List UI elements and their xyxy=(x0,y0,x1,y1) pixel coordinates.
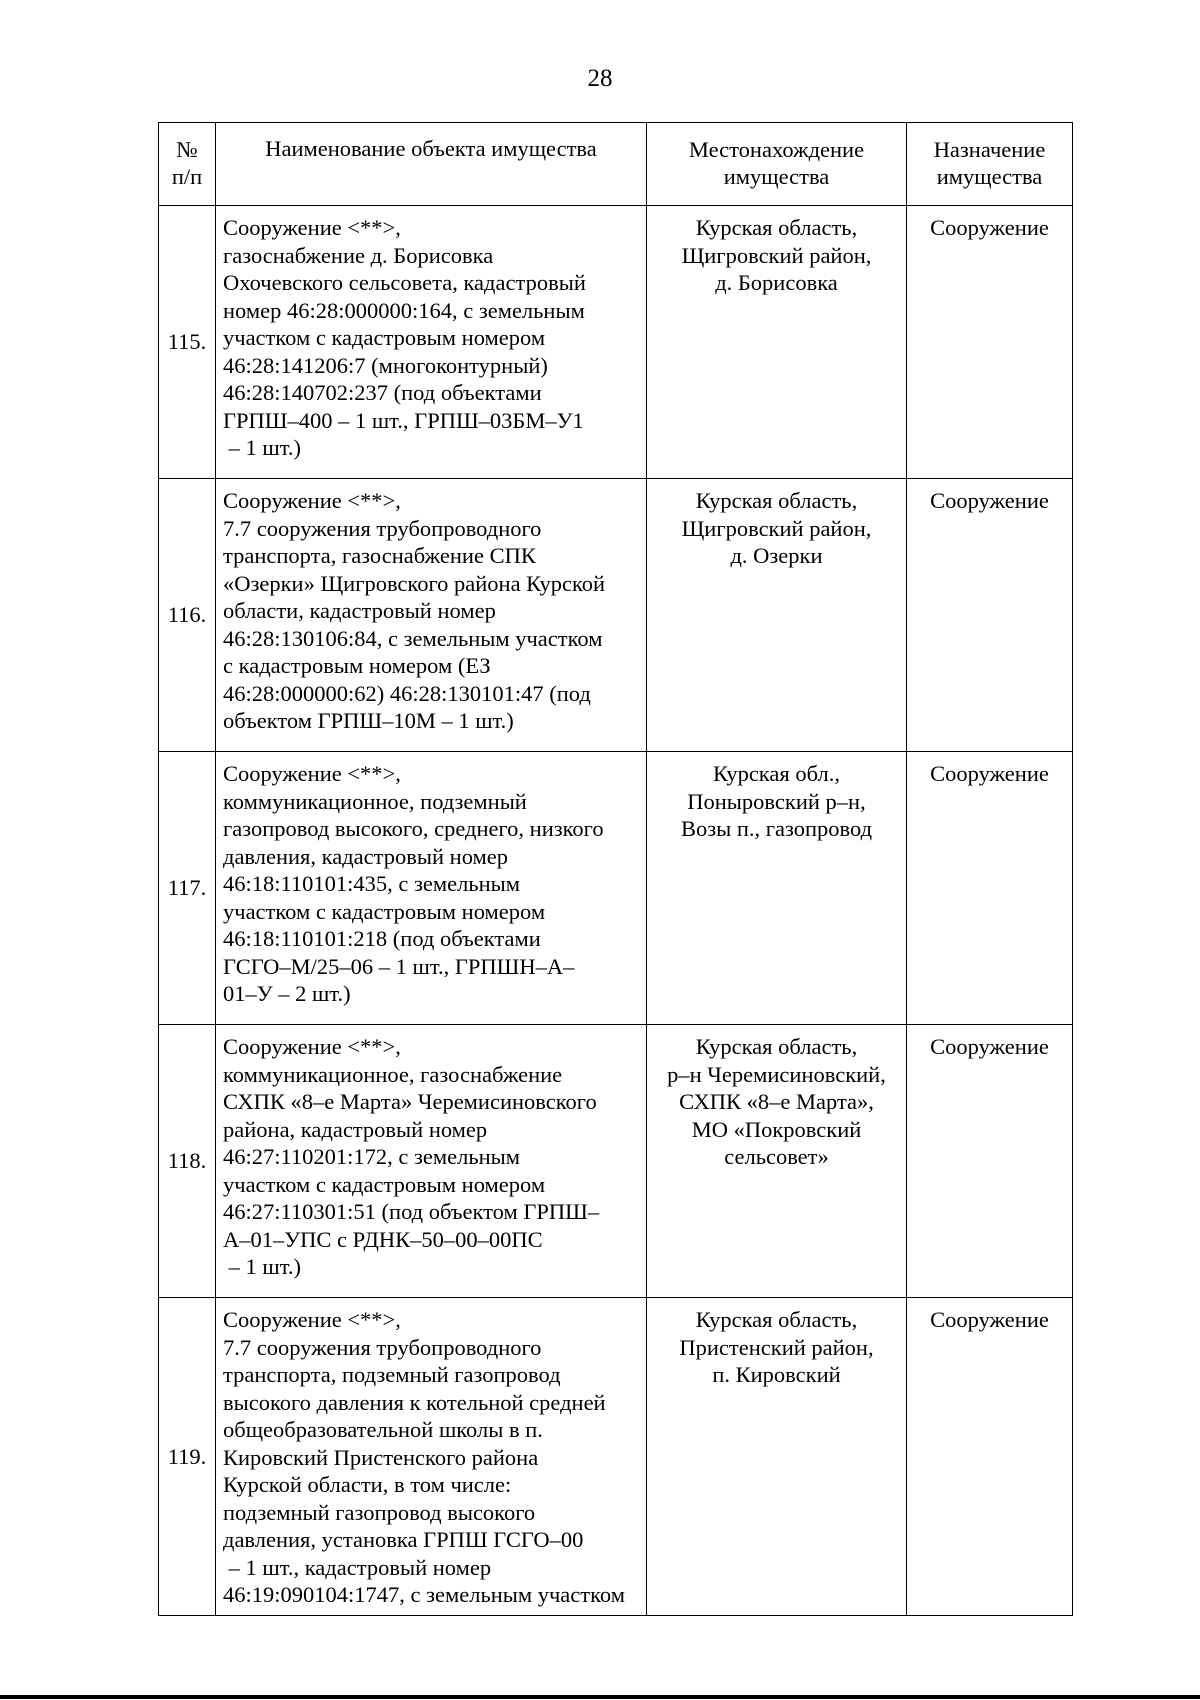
name-line: участком с кадастровым номером xyxy=(223,325,546,350)
location-line: СХПК «8–е Марта», xyxy=(679,1089,874,1114)
name-line: с кадастровым номером (ЕЗ xyxy=(223,653,491,678)
header-location-line: имущества xyxy=(723,164,830,189)
location-line: Курская область, xyxy=(695,215,858,240)
name-line: коммуникационное, подземный xyxy=(223,788,527,814)
name-line: ГСГО–М/25–06 – 1 шт., ГРПШН–А– xyxy=(223,953,575,979)
name-line: номер 46:28:000000:164, с земельным xyxy=(223,297,585,323)
name-line: «Озерки» Щигровского района Курской xyxy=(223,570,606,596)
name-line: Кировский Пристенского района xyxy=(223,1444,539,1470)
table-row xyxy=(159,479,1073,752)
name-line: Сооружение <**>, xyxy=(223,1034,401,1059)
property-name-cell xyxy=(216,479,647,752)
property-name-cell xyxy=(216,1298,647,1616)
location-line: сельсовет» xyxy=(724,1144,829,1169)
name-line: газоснабжение д. Борисовка xyxy=(223,242,494,268)
name-line: 46:18:110101:218 (под объектами xyxy=(223,926,541,951)
purpose-cell: Сооружение xyxy=(907,206,1073,479)
name-line: транспорта, газоснабжение СПК xyxy=(223,543,536,568)
name-line: Курской области, в том числе: xyxy=(223,1472,512,1497)
header-name-line: Наименование объекта имущества xyxy=(265,136,597,161)
name-line: Сооружение <**>, xyxy=(223,488,401,513)
property-table xyxy=(158,122,1073,1616)
row-number: 116. xyxy=(159,479,216,752)
location-line: Поныровский р–н, xyxy=(687,788,866,814)
name-line: 46:28:130106:84, с земельным участком xyxy=(223,625,603,651)
location-cell xyxy=(647,479,907,752)
location-line: Возы п., газопровод xyxy=(680,816,873,841)
name-line: высокого давления к котельной средней xyxy=(223,1389,606,1415)
location-line: д. Озерки xyxy=(730,543,823,568)
name-line: транспорта, подземный газопровод xyxy=(223,1362,561,1387)
name-line: 01–У – 2 шт.) xyxy=(223,981,351,1006)
header-location xyxy=(647,123,907,206)
purpose-cell: Сооружение xyxy=(907,1025,1073,1298)
name-line: 7.7 сооружения трубопроводного xyxy=(223,1334,542,1360)
header-purpose xyxy=(907,123,1073,206)
name-line: Сооружение <**>, xyxy=(223,215,401,240)
row-number: 119. xyxy=(159,1298,216,1616)
purpose-cell: Сооружение xyxy=(907,752,1073,1025)
name-line: 46:19:090104:1747, с земельным участком xyxy=(223,1582,625,1607)
name-line: участком с кадастровым номером xyxy=(223,1171,546,1197)
name-line: – 1 шт.) xyxy=(223,1254,301,1279)
name-line: ГРПШ–400 – 1 шт., ГРПШ–03БМ–У1 xyxy=(223,407,584,433)
location-line: р–н Черемисиновский, xyxy=(667,1061,886,1087)
row-number: 115. xyxy=(159,206,216,479)
name-line: СХПК «8–е Марта» Черемисиновского xyxy=(223,1089,597,1114)
name-line: – 1 шт.) xyxy=(223,435,301,460)
location-cell xyxy=(647,1025,907,1298)
table-row xyxy=(159,752,1073,1025)
location-line: МО «Покровский xyxy=(691,1116,862,1142)
name-line: давления, установка ГРПШ ГСГО–00 xyxy=(223,1527,584,1552)
scan-edge-line xyxy=(0,1695,1200,1699)
row-number: 118. xyxy=(159,1025,216,1298)
name-line: 46:18:110101:435, с земельным xyxy=(223,871,521,896)
name-line: подземный газопровод высокого xyxy=(223,1499,536,1525)
property-name-cell xyxy=(216,1025,647,1298)
location-cell xyxy=(647,752,907,1025)
name-line: А–01–УПС с РДНК–50–00–00ПС xyxy=(223,1226,543,1252)
name-line: 46:28:140702:237 (под объектами xyxy=(223,380,542,405)
name-line: – 1 шт., кадастровый номер xyxy=(223,1554,492,1580)
property-name-cell xyxy=(216,206,647,479)
location-cell xyxy=(647,206,907,479)
row-number: 117. xyxy=(159,752,216,1025)
header-location-line: Местонахождение xyxy=(688,136,865,162)
header-purpose-line: имущества xyxy=(936,164,1043,189)
header-purpose-line: Назначение xyxy=(933,136,1046,162)
name-line: Охочевского сельсовета, кадастровый xyxy=(223,270,586,295)
location-line: Курская область, xyxy=(695,1307,858,1332)
location-line: Пристенский район, xyxy=(679,1334,874,1360)
header-num xyxy=(159,123,216,206)
location-line: Курская обл., xyxy=(713,761,840,786)
name-line: 46:27:110201:172, с земельным xyxy=(223,1144,521,1169)
purpose-cell: Сооружение xyxy=(907,1298,1073,1616)
property-name-cell xyxy=(216,752,647,1025)
page-number: 28 xyxy=(587,65,613,92)
name-line: участком с кадастровым номером xyxy=(223,898,546,924)
location-line: п. Кировский xyxy=(712,1362,841,1387)
name-line: области, кадастровый номер xyxy=(223,598,496,623)
location-line: д. Борисовка xyxy=(715,270,838,295)
table-header-row xyxy=(159,123,1073,206)
name-line: давления, кадастровый номер xyxy=(223,843,509,869)
table-row xyxy=(159,1298,1073,1616)
name-line: общеобразовательной школы в п. xyxy=(223,1417,543,1442)
purpose-cell: Сооружение xyxy=(907,479,1073,752)
name-line: Сооружение <**>, xyxy=(223,1307,401,1332)
header-num-line: п/п xyxy=(171,164,203,189)
table-row xyxy=(159,206,1073,479)
name-line: коммуникационное, газоснабжение xyxy=(223,1061,563,1087)
name-line: объектом ГРПШ–10М – 1 шт.) xyxy=(223,708,514,733)
location-line: Курская область, xyxy=(695,1034,858,1059)
header-num-line: № xyxy=(176,136,198,162)
name-line: газопровод высокого, среднего, низкого xyxy=(223,816,604,841)
location-line: Щигровский район, xyxy=(681,242,872,268)
name-line: 7.7 сооружения трубопроводного xyxy=(223,515,542,541)
location-cell xyxy=(647,1298,907,1616)
location-line: Курская область, xyxy=(695,488,858,513)
location-line: Щигровский район, xyxy=(681,515,872,541)
table-row xyxy=(159,1025,1073,1298)
name-line: 46:28:000000:62) 46:28:130101:47 (под xyxy=(223,680,591,706)
name-line: 46:27:110301:51 (под объектом ГРПШ– xyxy=(223,1199,600,1224)
name-line: 46:28:141206:7 (многоконтурный) xyxy=(223,352,548,378)
name-line: Сооружение <**>, xyxy=(223,761,401,786)
header-name xyxy=(216,123,647,206)
name-line: района, кадастровый номер xyxy=(223,1116,488,1142)
